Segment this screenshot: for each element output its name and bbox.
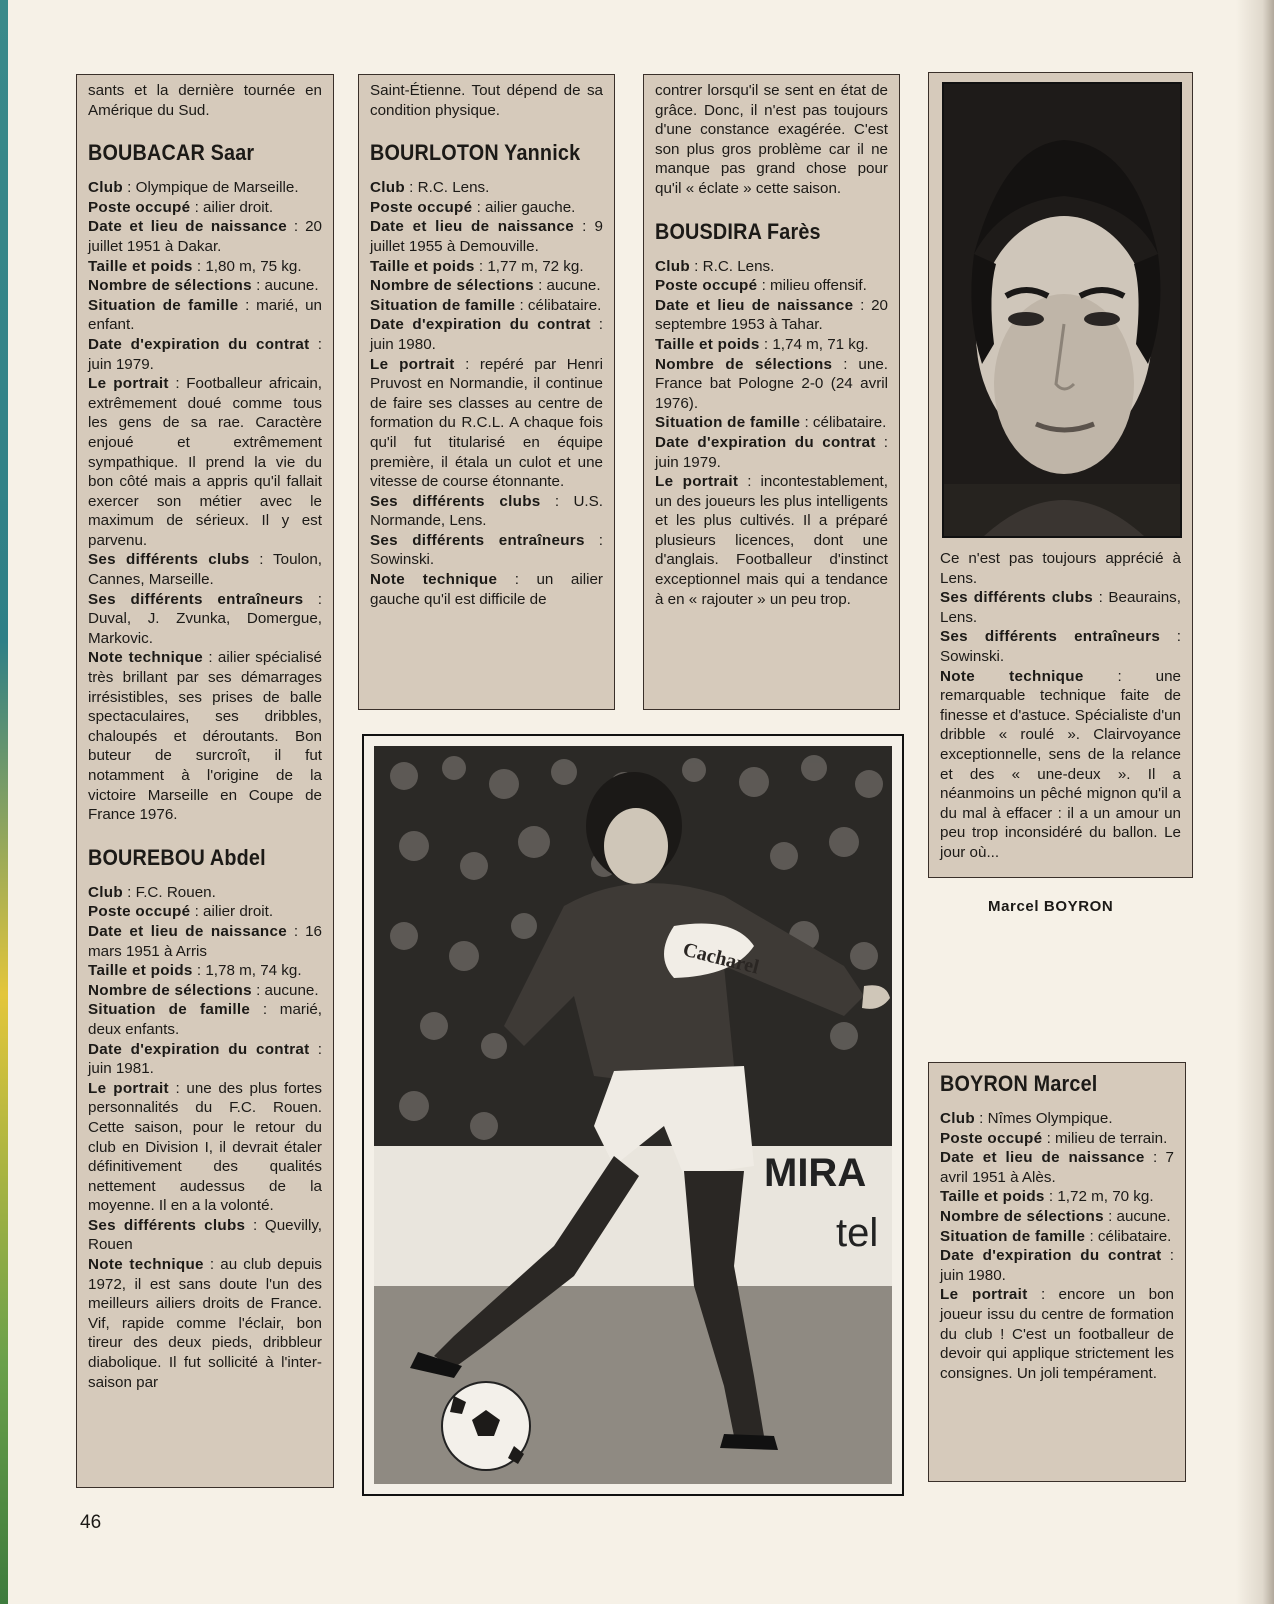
profile-field [370,296,603,316]
profile-field [940,1227,1174,1247]
field-separator: : [832,355,859,373]
field-label: Note technique [88,1256,204,1274]
profile-field [88,335,322,374]
profile-field [370,315,603,354]
field-label: Note technique [370,571,498,589]
field-label: Poste occupé [655,277,758,295]
profile-field [88,257,322,277]
shirt-text: Cacharel [680,938,762,979]
portrait-photo [942,82,1182,538]
field-label: Le portrait [88,375,169,393]
field-separator: : [533,277,547,295]
field-separator: : [309,1040,322,1058]
field-value: encore un bon joueur issu du centre de formation du club ! C'est un footballeur de devoir qui applique strictement les consignes. Un joli tempérament. [940,1286,1174,1382]
field-label: Poste occupé [88,198,191,216]
profile-field [88,648,322,824]
field-label: Le portrait [88,1079,169,1097]
field-label: Poste occupé [940,1129,1043,1147]
field-label: Club [88,883,123,901]
field-separator: : [250,1001,280,1019]
field-value: ailier droit. [203,198,274,216]
field-value: aucune. [546,277,601,295]
field-value: une. France bat Pologne 2-0 (24 avril 1976). [655,355,888,412]
field-separator: : [287,922,306,940]
field-value: aucune. [264,277,319,295]
profile-field [88,981,322,1001]
profile-field [940,1246,1174,1285]
board-text: MIRA [764,1151,867,1195]
field-value: F.C. Rouen. [135,883,216,901]
field-separator: : [454,355,480,373]
page-spine-edge [0,0,8,1604]
field-separator: : [190,903,204,921]
field-separator: : [168,1079,187,1097]
field-label: Ses différents clubs [370,492,541,510]
player-name: BOYRON Marcel [940,1071,1098,1096]
profile-field [88,922,322,961]
field-separator: : [245,1216,265,1234]
field-label: Situation de famille [88,1001,251,1019]
profile-field [940,667,1181,863]
field-value: Quevilly, Rouen [88,1216,322,1254]
field-label: Date d'expiration du contrat [940,1247,1162,1265]
field-separator: : [1161,1247,1174,1265]
profile-field [655,276,888,296]
field-label: Situation de famille [940,1227,1086,1245]
field-separator: : [203,649,218,667]
field-label: Situation de famille [88,296,239,314]
field-value: une des plus fortes personnalités du F.C. Rouen. Cette saison, pour le retour du club en Division I, il devrait étaler définitivement des qualités nettement audessus de la moyenne. Il en a la volonté. [88,1079,322,1215]
profile-field [370,276,603,296]
field-separator: : [757,277,771,295]
profile-field [88,296,322,335]
profile-field [370,355,603,492]
field-value: aucune. [264,981,319,999]
profile-field [940,1129,1174,1149]
field-value: 20 juillet 1951 à Dakar. [88,218,322,255]
profile-field [940,1207,1174,1227]
photo-caption: Marcel BOYRON [988,898,1114,915]
page-number: 46 [80,1512,102,1533]
field-value: 1,77 m, 72 kg. [487,257,584,275]
profile-field [88,1000,322,1039]
profile-column-2 [358,74,615,710]
field-value: Toulon, Cannes, Marseille. [88,551,323,589]
field-value: repéré par Henri Pruvost en Normandie, il continue de faire ses classes au centre de formation du R.C.L. A chaque fois qu'il fut titularisé en équipe première, il étala un culot et une vitesse de course étonnante. [370,355,603,491]
field-separator: : [1027,1286,1059,1304]
profile-column-1 [76,74,334,1488]
field-label: Ses différents clubs [940,589,1094,607]
field-value: Footballeur africain, extrêmement doué comme tous les gens de sa rae. Caractère enjoué et extrêmement sympathique. Il prend la vie du bon côté mais a appris qu'il fallait exercer son métier avec le maximum de sérieux. Il y est parvenu. [88,375,322,549]
field-value: R.C. Lens. [417,179,490,197]
player-name: BOUSDIRA Farès [655,218,821,244]
profile-field [88,217,322,256]
field-label: Club [655,257,690,275]
field-separator: : [203,1256,221,1274]
field-separator: : [309,335,322,353]
field-label: Date et lieu de naissance [88,218,287,236]
profile-field [370,257,603,277]
field-value: célibataire. [527,296,602,314]
continued-text: sants et la dernière tournée en Amérique du Sud. [88,82,322,119]
player-name: BOUREBOU Abdel [88,844,266,870]
field-value: milieu de terrain. [1055,1129,1168,1147]
profile-field [655,355,888,414]
field-separator: : [974,1110,988,1127]
field-value: incontestablement, un des joueurs les plus intelligents et les plus cultivés. Il a préparé plusieurs licences, dont une d'anglais. Footballeur d'instinct exceptionnel mais qui a tendance à en « rajouter » un peu trop. [655,473,888,608]
field-separator: : [1085,1227,1098,1245]
page-gutter-shadow [1236,0,1274,1604]
field-separator: : [238,296,257,314]
profile-field [940,1109,1174,1129]
field-separator: : [168,375,187,393]
field-separator: : [192,257,206,275]
field-value: 7 avril 1951 à Alès. [940,1149,1174,1186]
field-label: Le portrait [370,355,455,373]
field-value: Beaurains, Lens. [940,589,1181,626]
profile-field [88,1079,322,1216]
field-value: célibataire. [1097,1227,1172,1245]
field-label: Date et lieu de naissance [940,1149,1145,1167]
field-label: Taille et poids [655,335,760,353]
field-value: Olympique de Marseille. [135,179,299,197]
field-value: célibataire. [812,414,887,432]
field-separator: : [1103,1207,1117,1225]
profile-field [370,531,603,570]
profile-column-5 [928,1062,1186,1482]
field-separator: : [1042,1129,1056,1147]
field-label: Nombre de sélections [88,277,252,295]
field-label: Date et lieu de naissance [655,296,854,314]
field-value: Sowinski. [940,647,1005,665]
profile-field [370,178,603,198]
field-label: Taille et poids [370,257,475,275]
field-value: 1,78 m, 74 kg. [205,962,302,980]
field-separator: : [287,218,306,236]
field-value: juin 1979. [88,355,154,373]
field-label: Poste occupé [88,903,191,921]
field-label: Ses différents clubs [88,551,250,569]
profile-field [88,961,322,981]
field-separator: : [472,198,486,216]
profile-field [88,178,322,198]
continued-text: contrer lorsqu'il se sent en état de grâce. Donc, il n'est pas toujours d'une constance exagérée. C'est son plus gros problème car il ne manque pas grand chose pour qu'il « éclate » cette saison. [655,82,888,197]
field-separator: : [474,257,488,275]
profile-field [88,1216,322,1255]
profile-field [655,413,888,433]
field-separator: : [573,218,595,236]
field-label: Taille et poids [88,962,193,980]
field-value: 1,80 m, 75 kg. [205,257,302,275]
profile-field [88,590,322,649]
field-separator: : [1044,1188,1058,1206]
profile-field [655,257,888,277]
field-value: R.C. Lens. [702,257,775,275]
field-value: U.S. Normande, Lens. [370,492,603,530]
profile-field [88,1040,322,1079]
field-separator: : [1144,1149,1166,1167]
field-value: aucune. [1116,1207,1171,1225]
field-value: une remarquable technique faite de finesse et d'astuce. Spécialiste d'un dribble « roulé ». Clairvoyance exceptionnelle, sens de la relance et des « une-deux ». Il a néanmoins un pêché mignon qu'il a du mal à effacer : il a un amour un peu trop inconsidéré du ballon. Le jour où... [940,667,1181,861]
field-label: Poste occupé [370,198,473,216]
field-label: Situation de famille [655,414,801,432]
field-separator: : [1083,667,1156,685]
field-label: Ses différents entraîneurs [370,531,585,549]
field-value: juin 1979. [655,453,721,471]
field-label: Nombre de sélections [88,981,252,999]
field-label: Date et lieu de naissance [88,922,287,940]
field-separator: : [800,414,813,432]
field-separator: : [853,296,872,314]
field-value: un ailier gauche qu'il est difficile de [370,571,603,608]
profile-field [88,374,322,550]
field-label: Ses différents entraîneurs [88,590,304,608]
profile-field [88,1255,322,1392]
profile-field [88,902,322,922]
field-separator: : [122,179,136,197]
field-separator: : [251,981,265,999]
field-value: ailier spécialisé très brillant par ses démarrages irrésistibles, ses prises de balle spectaculaires, ses dribbles, chaloupés et déroutants. Bon buteur de surcroît, il fut notamment à l'origine de la victoire Marseille en Coupe de France 1976. [88,649,322,824]
field-separator: : [689,257,703,275]
field-value: juin 1980. [370,335,436,353]
field-value: au club depuis 1972, il est sans doute l'un des meilleurs ailiers droits de France. Vif, rapide comme l'éclair, bon tireur des deux pieds, dribbleur diabolique. Il fut sollicité à l'inter-saison par [88,1256,322,1391]
profile-field [370,492,603,531]
field-value: juin 1980. [940,1266,1006,1284]
field-label: Date d'expiration du contrat [370,316,591,334]
field-separator: : [590,316,603,334]
field-separator: : [875,433,888,451]
continued-text: Ce n'est pas toujours apprécié à Lens. [940,550,1181,587]
field-separator: : [1093,589,1109,607]
field-label: Taille et poids [940,1188,1045,1206]
field-value: Duval, J. Zvunka, Domergue, Markovic. [88,610,322,647]
player-name: BOUBACAR Saar [88,140,255,166]
profile-field [370,198,603,218]
field-separator: : [251,277,265,295]
field-value: 20 septembre 1953 à Tahar. [655,296,888,334]
profile-field [370,570,603,609]
field-separator: : [192,962,206,980]
field-separator: : [738,473,761,491]
field-separator: : [584,531,603,549]
field-label: Club [370,179,405,197]
field-value: marié, deux enfants. [88,1001,322,1038]
profile-field [88,276,322,296]
profile-field [655,335,888,355]
field-label: Nombre de sélections [655,355,833,373]
field-label: Note technique [88,649,204,667]
profile-field [655,433,888,472]
board-text-2: tel [836,1211,879,1255]
field-label: Date d'expiration du contrat [88,1040,310,1058]
field-label: Date d'expiration du contrat [655,433,876,451]
profile-field [88,198,322,218]
field-value: ailier droit. [203,903,274,921]
field-value: juin 1981. [88,1060,154,1078]
profile-field [940,1148,1174,1187]
profile-field [88,550,322,589]
profile-field [940,588,1181,627]
field-label: Situation de famille [370,296,516,314]
field-separator: : [497,571,537,589]
action-photo [362,734,904,1496]
field-separator: : [540,492,574,510]
field-label: Ses différents clubs [88,1216,246,1234]
field-separator: : [190,198,204,216]
field-separator: : [249,551,274,569]
field-label: Taille et poids [88,257,193,275]
field-value: 16 mars 1951 à Arris [88,922,322,960]
field-value: ailier gauche. [485,198,576,216]
field-separator: : [122,883,136,901]
continued-text: Saint-Étienne. Tout dépend de sa condition physique. [370,82,603,119]
profile-column-3 [643,74,900,710]
field-label: Le portrait [655,473,739,491]
profile-field [940,627,1181,666]
field-separator: : [1160,628,1181,646]
field-separator: : [515,296,528,314]
profile-field [88,883,322,903]
field-separator: : [404,179,418,197]
field-value: 1,74 m, 71 kg. [772,335,869,353]
field-separator: : [759,335,773,353]
field-label: Ses différents entraîneurs [940,628,1161,646]
field-label: Club [88,179,123,197]
field-label: Nombre de sélections [940,1207,1104,1225]
field-value: 1,72 m, 70 kg. [1057,1188,1154,1206]
field-label: Club [940,1110,975,1127]
field-value: 9 juillet 1955 à Demouville. [370,218,603,255]
profile-field [940,1187,1174,1207]
field-label: Note technique [940,667,1084,685]
profile-field [370,217,603,256]
profile-field [655,472,888,609]
field-value: milieu offensif. [770,277,867,295]
field-label: Date d'expiration du contrat [88,335,310,353]
profile-field [940,1285,1174,1383]
field-value: Nîmes Olympique. [987,1110,1113,1127]
field-label: Nombre de sélections [370,277,534,295]
field-label: Le portrait [940,1286,1028,1304]
field-separator: : [303,590,322,608]
field-value: marié, un enfant. [88,296,322,334]
profile-field [655,296,888,335]
field-label: Date et lieu de naissance [370,218,574,236]
field-value: Sowinski. [370,551,435,569]
player-name: BOURLOTON Yannick [370,140,581,166]
